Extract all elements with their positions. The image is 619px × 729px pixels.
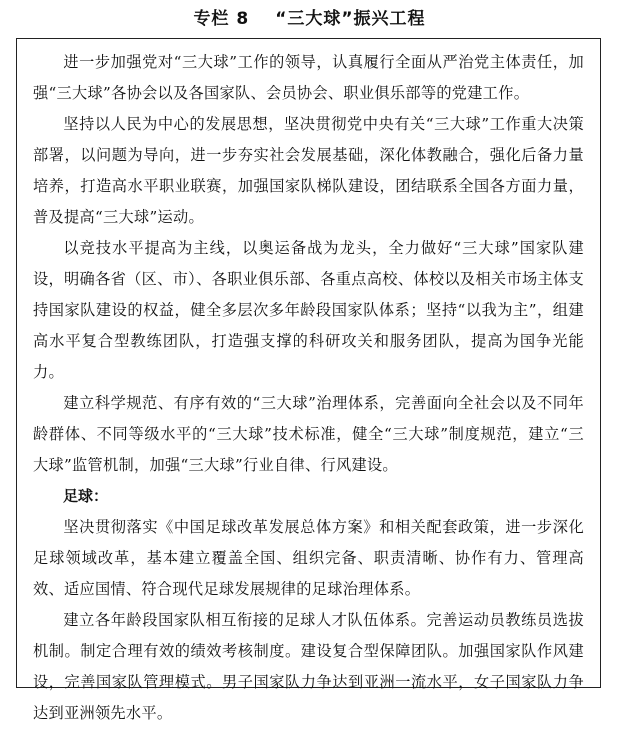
column-label: 专栏 8 <box>193 9 250 29</box>
paragraph-party-leadership: 进一步加强党对“三大球”工作的领导，认真履行全面从严治党主体责任，加强“三大球”各协会以及各国家队、会员协会、职业俱乐部等的党建工作。 <box>33 53 584 102</box>
paragraph-national-team: 以竞技水平提高为主线，以奥运备战为龙头，全力做好“三大球”国家队建设，明确各省（区、市）、各职业俱乐部、各重点高校、体校以及相关市场主体支持国家队建设的权益，健全多层次多年龄段国家队体系；坚持“以我为主”，组建高水平复合型教练团队，打造强支撑的科研攻关和服务团队，提高为国争光能力。 <box>33 239 584 381</box>
paragraph-football-talent: 建立各年龄段国家队相互衔接的足球人才队伍体系。完善运动员教练员选拔机制。制定合理有效的绩效考核制度。建设复合型保障团队。加强国家队作风建设，完善国家队管理模式。男子国家队力争达到亚洲一流水平，女子国家队力争达到亚洲领先水平。 <box>33 611 584 722</box>
column-title <box>0 4 619 34</box>
football-heading: 足球： <box>63 487 109 505</box>
column-box <box>16 38 601 722</box>
paragraph-governance-system: 建立科学规范、有序有效的“三大球”治理体系，完善面向全社会以及不同年龄群体、不同等级水平的“三大球”技术标准，健全“三大球”制度规范，建立“三大球”监管机制，加强“三大球”行业自律、行风建设。 <box>33 394 584 474</box>
paragraph-development-thought: 坚持以人民为中心的发展思想，坚决贯彻党中央有关“三大球”工作重大决策部署，以问题为导向，进一步夯实社会发展基础，深化体教融合，强化后备力量培养，打造高水平职业联赛，加强国家队梯队建设，团结联系全国各方面力量，普及提高“三大球”运动。 <box>33 115 584 226</box>
paragraph-football-reform: 坚决贯彻落实《中国足球改革发展总体方案》和相关配套政策，进一步深化足球领域改革，基本建立覆盖全国、组织完备、职责清晰、协作有力、管理高效、适应国情、符合现代足球发展规律的足球治理体系。 <box>33 518 584 598</box>
column-name: “三大球”振兴工程 <box>275 9 426 29</box>
